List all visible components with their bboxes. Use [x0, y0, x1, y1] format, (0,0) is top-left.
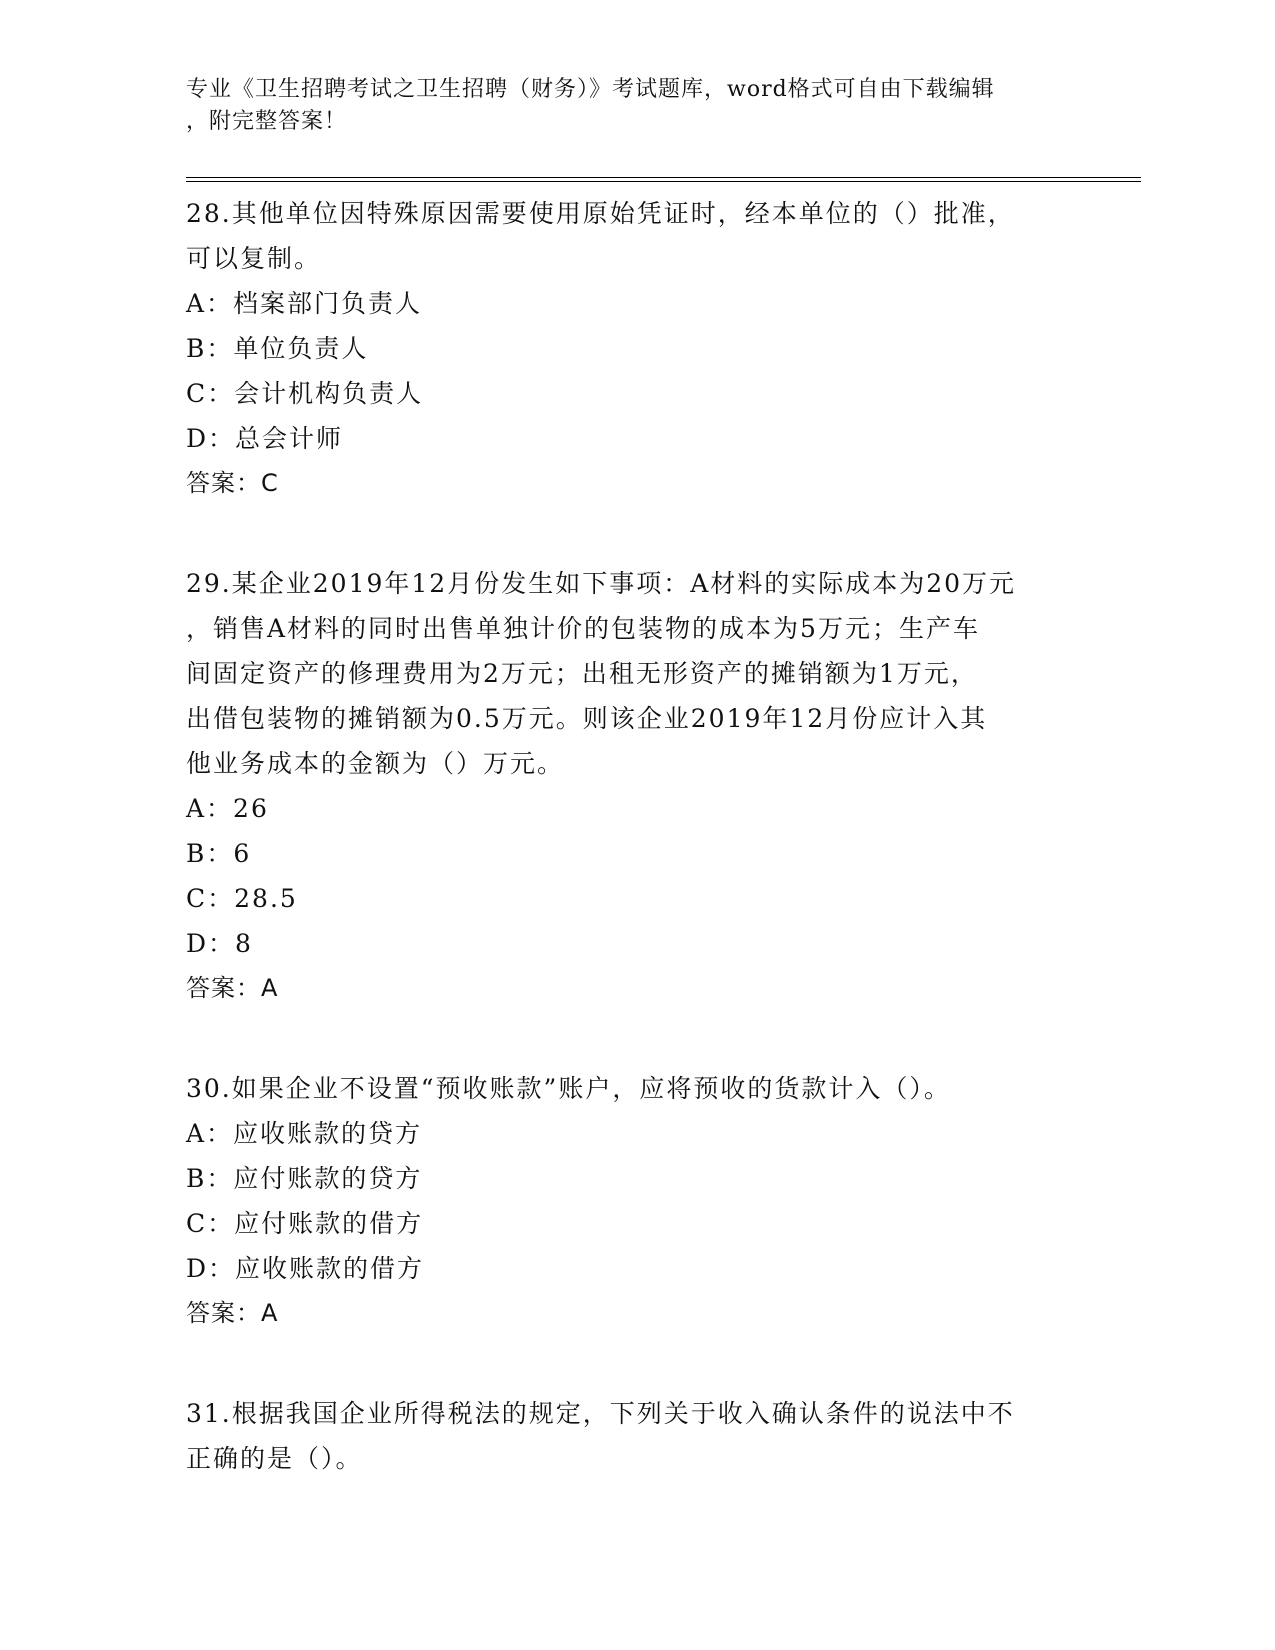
- option-c: C：应付账款的借方: [186, 1209, 424, 1238]
- option-a: A：26: [186, 794, 269, 823]
- stem-line: ，销售A材料的同时出售单独计价的包装物的成本为5万元；生产车: [186, 614, 980, 643]
- header-rule-bottom: [186, 181, 1141, 182]
- stem-line: 间固定资产的修理费用为2万元；出租无形资产的摊销额为1万元，: [186, 659, 978, 688]
- question-30: [186, 1066, 1086, 1336]
- question-list: [186, 191, 1086, 1536]
- header-line-1: 专业《卫生招聘考试之卫生招聘（财务）》考试题库，word格式可自由下载编辑: [186, 77, 995, 102]
- question-31: [186, 1391, 1086, 1481]
- option-c: C：会计机构负责人: [186, 379, 424, 408]
- header-rule-top: [186, 177, 1141, 178]
- document-header: [186, 74, 1066, 138]
- stem-line: 可以复制。: [186, 244, 322, 273]
- stem-line: 30.如果企业不设置“预收账款”账户，应将预收的货款计入（）。: [186, 1074, 951, 1103]
- question-29: [186, 561, 1086, 1011]
- option-a: A：档案部门负责人: [186, 289, 423, 318]
- question-stem: [186, 561, 1086, 786]
- option-b: B：单位负责人: [186, 334, 369, 363]
- option-d: D：8: [186, 929, 253, 958]
- question-28: [186, 191, 1086, 506]
- option-b: B：应付账款的贷方: [186, 1164, 423, 1193]
- stem-line: 他业务成本的金额为（）万元。: [186, 749, 565, 778]
- stem-line: 正确的是（）。: [186, 1444, 363, 1473]
- option-d: D：应收账款的借方: [186, 1254, 425, 1283]
- option-a: A：应收账款的贷方: [186, 1119, 423, 1148]
- option-d: D：总会计师: [186, 424, 344, 453]
- answer: 答案：A: [186, 1299, 279, 1327]
- stem-line: 28.其他单位因特殊原因需要使用原始凭证时，经本单位的（）批准，: [186, 199, 1015, 228]
- stem-line: 出借包装物的摊销额为0.5万元。则该企业2019年12月份应计入其: [186, 704, 988, 733]
- header-line-2: ，附完整答案！: [186, 109, 348, 134]
- option-c: C：28.5: [186, 884, 298, 913]
- option-b: B：6: [186, 839, 252, 868]
- stem-line: 29.某企业2019年12月份发生如下事项：A材料的实际成本为20万元: [186, 569, 1017, 598]
- answer: 答案：C: [186, 469, 279, 497]
- stem-line: 31.根据我国企业所得税法的规定，下列关于收入确认条件的说法中不: [186, 1399, 1015, 1428]
- answer: 答案：A: [186, 974, 279, 1002]
- question-stem: [186, 1066, 1086, 1111]
- question-stem: [186, 191, 1086, 281]
- question-stem: [186, 1391, 1086, 1481]
